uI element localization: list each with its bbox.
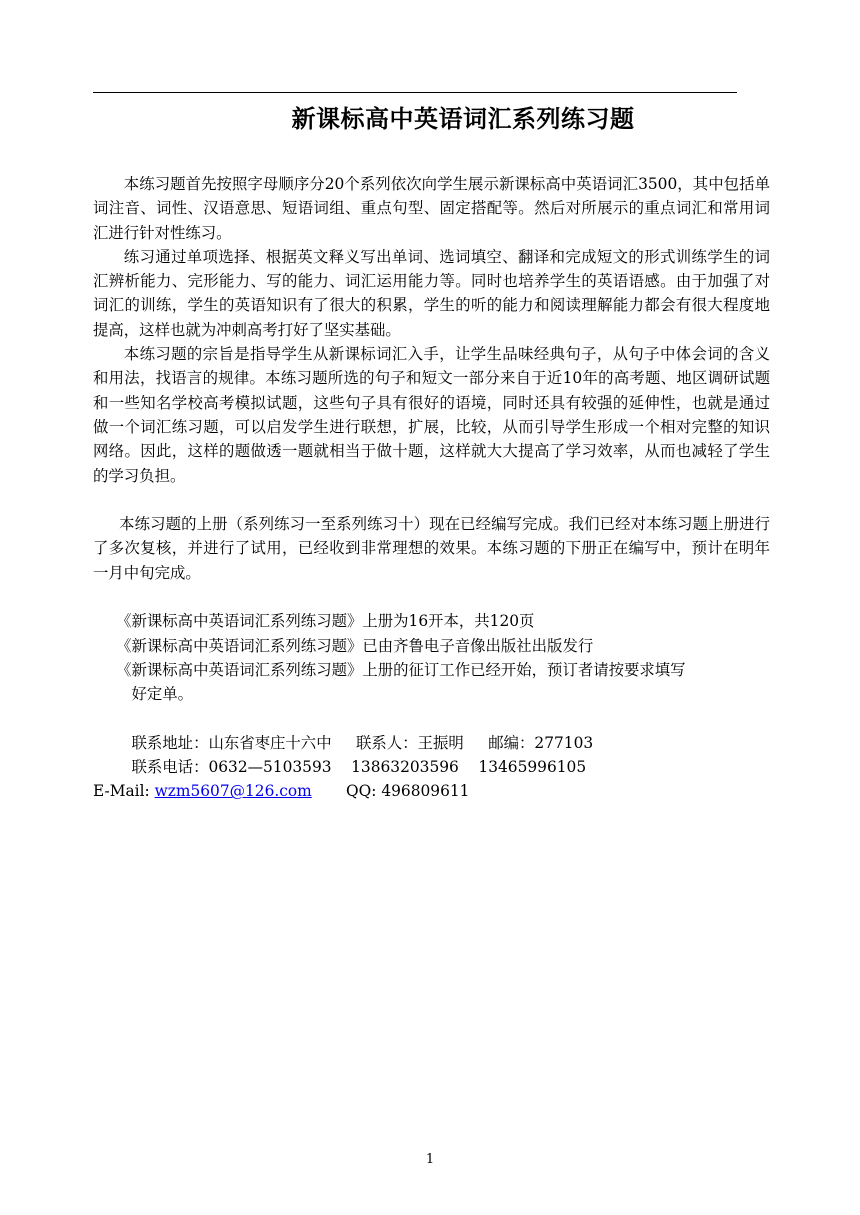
contact-email-line: [93, 779, 770, 803]
header-rule: [93, 92, 737, 93]
book-info-line: 《新课标高中英语词汇系列练习题》上册为16开本，共120页: [116, 612, 535, 631]
purpose-paragraph: 本练习题的宗旨是指导学生从新课标词汇入手，让学生品味经典句子，从句子中体会词的含义和用法，找语言的规律。本练习题所选的句子和短文一部分来自于近10年的高考题、地区调研试题和一些知名学校高考模拟试题，这些句子具有很好的语境，同时还具有较强的延伸性，也就是通过做一个词汇练习题，可以启发学生进行联想，扩展，比较，从而引导学生形成一个相对完整的知识网络。因此，这样的题做透一题就相当于做十题，这样就大大提高了学习效率，从而也减轻了学生的学习负担。: [93, 345, 770, 485]
status-paragraph: 本练习题的上册（系列练习一至系列练习十）现在已经编写完成。我们已经对本练习题上册进行了多次复核，并进行了试用，已经收到非常理想的效果。本练习题的下册正在编写中，预计在明年一月中旬完成。: [93, 515, 770, 582]
book-info-list: [93, 609, 770, 706]
page-number: 1: [425, 1152, 435, 1167]
document-title: 新课标高中英语词汇系列练习题: [291, 104, 635, 133]
contact-qq: QQ: 496809611: [311, 782, 470, 801]
contact-phone: 联系电话：0632—5103593 13863203596 13465996105: [131, 758, 587, 777]
intro-paragraph: 本练习题首先按照字母顺序分20个系列依次向学生展示新课标高中英语词汇3500，其中包括单词注音、词性、汉语意思、短语词组、重点句型、固定搭配等。然后对所展示的重点词汇和常用词汇进行针对性练习。: [93, 175, 770, 242]
document-body: [93, 172, 770, 804]
contact-address: 联系地址：山东省枣庄十六中 联系人：王振明 邮编：277103: [131, 733, 594, 752]
practice-paragraph: 练习通过单项选择、根据英文释义写出单词、选词填空、翻译和完成短文的形式训练学生的词汇辨析能力、完形能力、写的能力、词汇运用能力等。同时也培养学生的英语语感。由于加强了对词汇的训练，学生的英语知识有了很大的积累，学生的听的能力和阅读理解能力都会有很大程度地提高，这样也就为冲刺高考打好了坚实基础。: [93, 247, 770, 339]
book-info-line: 《新课标高中英语词汇系列练习题》上册的征订工作已经开始，预订者请按要求填写: [116, 660, 686, 679]
book-info-line-continued: 好定单。: [131, 685, 194, 704]
email-link[interactable]: wzm5607@126.com: [154, 782, 312, 801]
book-info-line: 《新课标高中英语词汇系列练习题》已由齐鲁电子音像出版社出版发行: [116, 636, 594, 655]
email-label: E-Mail:: [93, 782, 155, 801]
contact-block: [93, 731, 770, 804]
